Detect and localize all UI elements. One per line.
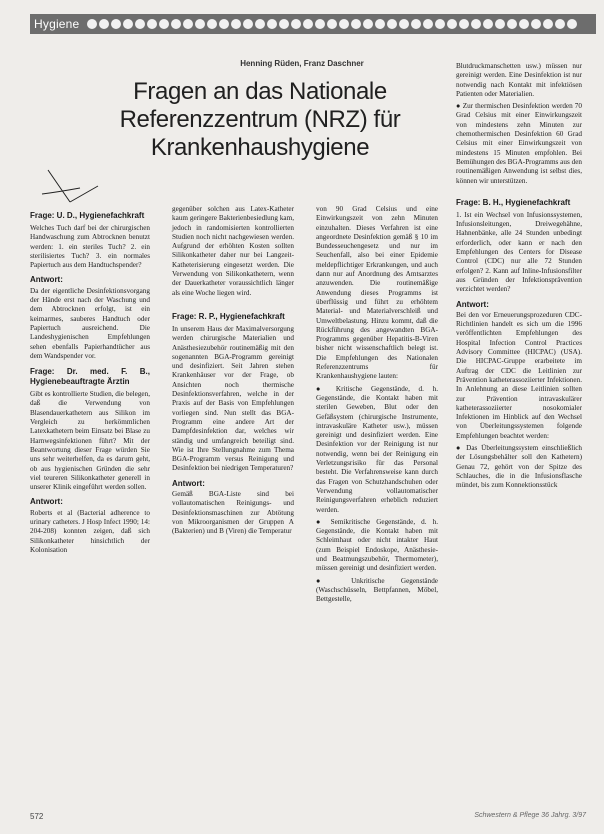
bullet-text: Unkritische Gegenstände (Waschschüsseln, Bettpfannen, Möbel, Bettgestelle, xyxy=(316,576,438,604)
body-text: gegenüber solchen aus Latex-Katheter kaum geringere Bakterienbesiedlung kam, jedoch in randomisierten kontrollierten Studien noch nicht nachgewiesen werden. Aufgrund der erhöhten Kosten sollten Silikonkatheter daher nur bei Langzeit-Katheterisierung eingesetzt werden. Die Verwendung von Silikonkathetern, wenn der Dauerkatheter voraussichtlich länger als eine Woche liegen wird. xyxy=(172,205,294,297)
question-text: 1. Ist ein Wechsel von Infusionssystemen, Infusionsleitungen, Dreiwegehähne, Hahnenbänke, alle 24 Stunden unbedingt erforderlich, oder kann er nach den Empfehlungen des Centers for Disease Control (CDC) nur alle 72 Stunden erfolgen? 2. Kann auf Inline-Infusionsfilter aus Gründen der Infektionsprävention verzichtet werden? xyxy=(456,210,582,294)
header-dots xyxy=(87,19,577,29)
page-number: 572 xyxy=(30,812,44,821)
bullet-text: Kritische Gegenstände, d. h. Gegenstände, die Kontakt haben mit sterilen Geweben, Blut oder den Gefäßsystem (chirurgische Instrumente, intravaskuläre Katheter usw.), müssen gereinigt und desinfiziert werden. Eine Desinfektion vor der Reinigung ist nur notwendig, wenn bei der Reinigung ein Verletzungsrisiko für das Personal besteht. Die Verfahrensweise kann durch das Fragen von Schutzhandschuhen oder Verwendung vollautomatischer Reinigungsverfahren erheblich reduziert werden. xyxy=(316,384,439,514)
bullet-text: Das Überleitungssystem einschließlich der Lösungsbehälter soll den Kathetern) Genau 72, gehört von der Spitze des Schlauches, die in die Infusionsflasche mündet, bis zum Konnektionsstück xyxy=(456,443,582,490)
question-text: Gibt es kontrollierte Studien, die belegen, daß die Verwendung von Blasendauerkathetern aus Silikon im Vergleich zu herkömmlichen Latexkathetern beim Einsatz bei Blase zu Harnwegsinfektionen führt? Mit der Beantwortung dieser Frage würden Sie uns sehr weiterhelfen, da es darum geht, ob aus hygienischen Gründen die sehr viel teureren Silikonkatheter generell in unserer Klinik eingeführt werden sollen. xyxy=(30,390,150,492)
bullet-item: ● Unkritische Gegenstände (Waschschüsseln, Bettpfannen, Möbel, Bettgestelle, xyxy=(316,576,438,604)
authors: Henning Rüden, Franz Daschner xyxy=(240,59,364,68)
column-2 xyxy=(172,205,294,805)
bullet-item: ● Kritische Gegenstände, d. h. Gegenstände, die Kontakt haben mit sterilen Geweben, Blut oder den Gefäßsystem (chirurgische Instrumente, intravaskuläre Katheter usw.), müssen gereinigt und desinfiziert werden. Eine Desinfektion vor der Reinigung ist nur notwendig, wenn bei der Reinigung ein Verletzungsrisiko für das Personal besteht. Die Verfahrensweise kann durch das Fragen von Schutzhandschuhen oder Verwendung vollautomatischer Reinigungsverfahren erheblich reduziert werden. xyxy=(316,384,439,514)
bullet-text: Zur thermischen Desinfektion werden 70 Grad Celsius mit einer Einwirkungszeit von mindestens zehn Minuten zur chemothermischen Desinfektion 60 Grad Celsius mit einer Einwirkungszeit von mindestens 15 Minuten empfohlen. Bei Bemühungen des BGA-Programms aus den routinemäßigen Anwendung ist selbst dies, können wir unterstützen. xyxy=(456,102,582,185)
answer-text: Bei den vor Erneuerungsprozeduren CDC-Richtlinien handelt es sich um die 1996 veröffentlichten Empfehlungen des Hospital Infection Control Practices Advisory Committee (HICPAC) (USA). Die HICPAC-Gruppe erarbeitete im Auftrag der CDC die Leitlinien zur Prävention katheterassoziierter Infektionen. In Anlehnung an diese Leitlinien sollten zur Prävention intravaskulärer katheterassoziierter nosokomialer Infektionen im Hinblick auf den Wechsel von Überleitungssystemen folgende Empfehlungen beachtet werden: xyxy=(456,310,582,440)
answer-text: Gemäß BGA-Liste sind bei vollautomatischen Reinigungs- und Desinfektionsmaschinen zur Abtötung von Mikroorganismen der Gruppen A (Bakterien) und B (Viren) die Temperatur xyxy=(172,490,294,536)
column-3 xyxy=(316,205,438,805)
bullet-item: ● Semikritische Gegenstände, d. h. Gegenstände, die Kontakt haben mit Schleimhaut oder nicht intakter Haut (zum Beispiel Endoskope, Anästhesie- und Beatmungszubehör, Thermometer), müssen gereinigt und desinfiziert werden. xyxy=(316,517,438,573)
column-1 xyxy=(30,205,150,805)
bullet-text: Semikritische Gegenstände, d. h. Gegenstände, die Kontakt haben mit Schleimhaut oder nicht intakter Haut (zum Beispiel Endoskope, Anästhesie- und Beatmungszubehör, Thermometer), müssen gereinigt und desinfiziert werden. xyxy=(316,517,438,573)
bullet-item: ● Zur thermischen Desinfektion werden 70 Grad Celsius mit einer Einwirkungszeit von mindestens zehn Minuten zur chemothermischen Desinfektion 60 Grad Celsius mit einer Einwirkungszeit von mindestens 15 Minuten empfohlen. Bei Bemühungen des BGA-Programms aus den routinemäßigen Anwendung ist selbst dies, können wir unterstützen. xyxy=(456,102,582,185)
source-line: Schwestern & Pflege 36 Jahrg. 3/97 xyxy=(474,812,586,819)
answer-label: Antwort: xyxy=(456,299,489,309)
column-4 xyxy=(456,62,582,807)
body-text: von 90 Grad Celsius und eine Einwirkungszeit von zehn Minuten einzuhalten. Dieses Verfahren ist eine angeordnete Desinfektion gemäß § 10 im Bundesseuchengesetz und nur im Seuchenfall, also bei einer Epidemie meldepflichtiger Erkrankungen, und auch dann nur auf Anordnung des Amtsarztes anzuwenden. Die routinemäßige Anwendung dieses Programms ist überflüssig und führt zu erhöhtem Material- und Materialverschleiß und Umweltbelastung. Hinzu kommt, daß die Rückführung des angewandten BGA-Programms gegenüber Hepatitis-B-Viren bisher nicht wissenschaftlich belegt ist. Die Empfehlungen des Nationalen Referenzzentrums für Krankenhaushygiene lauten: xyxy=(316,205,438,381)
answer-label: Antwort: xyxy=(172,478,205,488)
question-heading: Frage: R. P., Hygienefachkraft xyxy=(172,311,285,321)
question-text: Welches Tuch darf bei der chirurgischen Handwaschung zum Abtrocknen benutzt werden: 1. ein steriles Tuch? 2. ein sterilisiertes Tuch? 3. ein normales Papiertuch aus dem Handtuchspender? xyxy=(30,224,150,270)
section-header-bar xyxy=(30,14,596,34)
question-heading: Frage: B. H., Hygienefachkraft xyxy=(456,197,571,207)
answer-text: Da der eigentliche Desinfektionsvorgang der Hände erst nach der Waschung und dem Abtrocknen erfolgt, ist ein keimarmes, sauberes Handtuch oder Papiertuch ausreichend. Die Landeshygienischen Empfehlungen sehen ebenfalls Papierhandtücher aus dem Wandspender vor. xyxy=(30,286,150,360)
answer-label: Antwort: xyxy=(30,497,63,507)
article-title: Fragen an das Nationale Referenzzentrum (NRZ) für Krankenhaushygiene xyxy=(119,78,401,161)
body-text: Blutdruckmanschetten usw.) müssen nur gereinigt werden. Eine Desinfektion ist nur notwendig nach Kontakt mit infektiösen Patienten oder Materialien. xyxy=(456,62,582,98)
question-heading: Frage: Dr. med. F. B., Hygienebeauftragte Ärztin xyxy=(30,367,150,387)
answer-label: Antwort: xyxy=(30,275,63,285)
answer-text: Roberts et al (Bacterial adherence to urinary catheters. J Hosp Infect 1990; 14: 204-208) konnten zeigen, daß sich Silikonkatheter hinsichtlich der Kolonisation xyxy=(30,508,150,554)
question-heading: Frage: U. D., Hygienefachkraft xyxy=(30,211,145,220)
section-label: Hygiene xyxy=(34,17,80,31)
bullet-item: ● Das Überleitungssystem einschließlich der Lösungsbehälter soll den Kathetern) Genau 72, gehört von der Spitze des Schlauches, die in die Infusionsflasche mündet, bis zum Konnektionsstück xyxy=(456,443,582,490)
sketch-icon xyxy=(40,168,100,206)
question-text: In unserem Haus der Maximalversorgung werden chirurgische Materialien und Anästhesiezubehör routinemäßig mit den sogenannten BGA-Programm gereinigt und desinfiziert. Seit Jahren stehen Krankenhäuser vor der Frage, ob Ansichten noch thermische Desinfektionsverfahren, welche in der Praxis auf der Basis von Empfehlungen vorliegen sind. Nun stellt das BGA-Programm eine andere Art der Dampfdesinfektion dar, welches wir ständig und umfangreich beteiligt sind. Wie ist Ihre Stellungnahme zum Thema BGA-Programm versus Reinigung und Desinfektion bei niedrigen Temperaturen? xyxy=(172,324,294,473)
